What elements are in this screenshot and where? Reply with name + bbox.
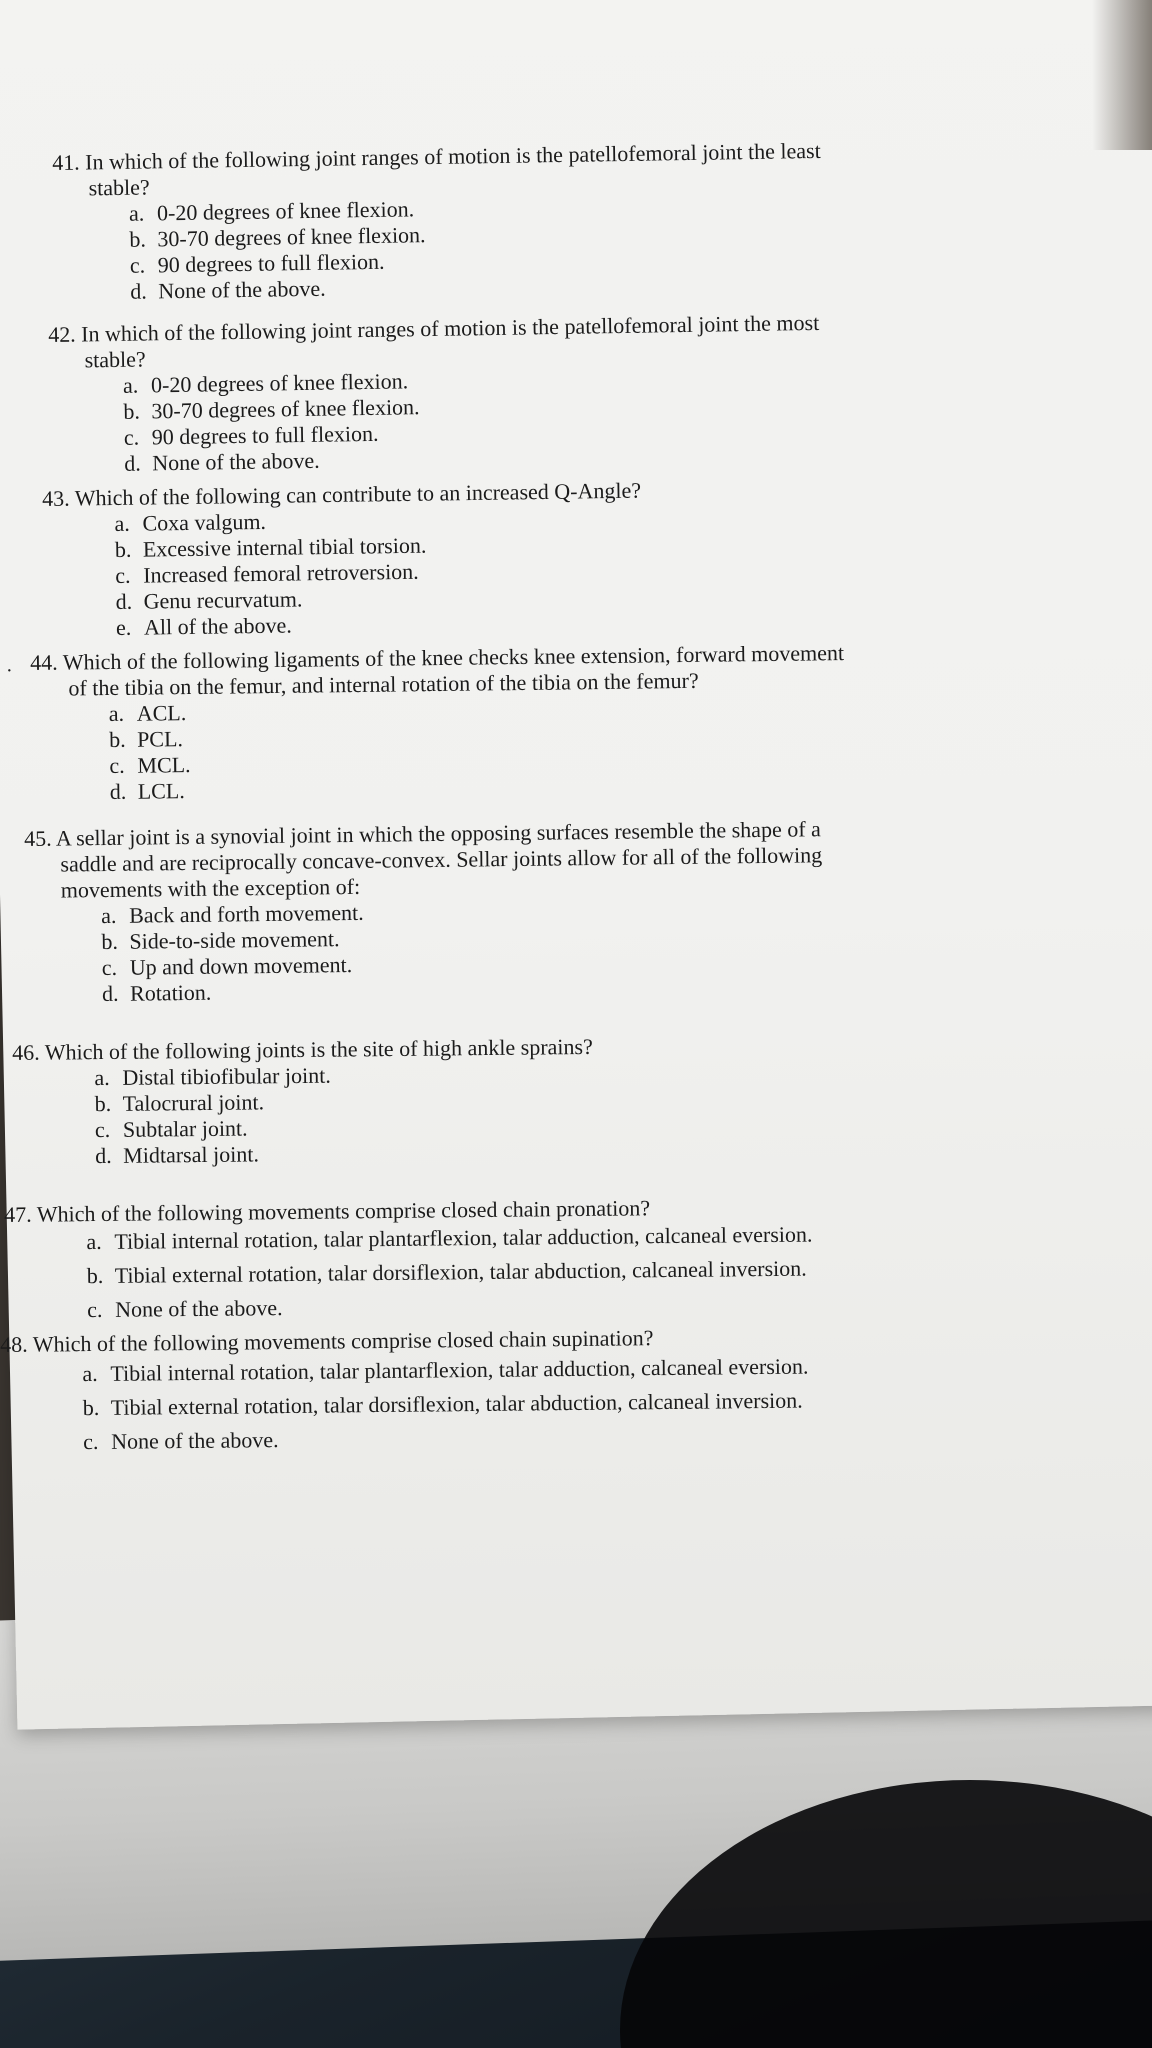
option-a: a. Distal tibiofibular joint. (94, 1062, 331, 1091)
question-48 (0, 1324, 809, 1456)
option-d: d. Midtarsal joint. (95, 1141, 259, 1169)
option-b: b. PCL. (108, 726, 184, 753)
option-c: c. MCL. (109, 752, 191, 779)
option-a: a. Coxa valgum. (114, 508, 267, 536)
question-46 (12, 1034, 594, 1170)
option-c: c. Subtalar joint. (94, 1115, 248, 1143)
question-text-cont: saddle and are reciprocally concave-convex. Sellar joints allow for all of the following (60, 842, 823, 877)
question-text: Which of the following joints is the site of high ankle sprains? (44, 1033, 593, 1065)
option-a: a. Tibial internal rotation, talar plantarflexion, talar adduction, calcaneal eversion. (86, 1221, 813, 1255)
question-number: 43. (42, 485, 70, 511)
question-number: 44. (30, 649, 58, 675)
option-a: a. Back and forth movement. (100, 899, 364, 929)
question-text-cont: of the tibia on the femur, and internal rotation of the tibia on the femur? (68, 667, 699, 701)
option-d: d. None of the above. (124, 447, 320, 476)
options-list (53, 190, 823, 306)
question-text: Which of the following movements comprise closed chain supination? (32, 1325, 654, 1357)
option-d: d. Genu recurvatum. (115, 586, 303, 614)
options-list (4, 1222, 813, 1324)
question-number: 45. (24, 825, 52, 851)
option-d: d. Rotation. (101, 979, 212, 1007)
option-c: c. None of the above. (87, 1295, 283, 1323)
option-b: b. 30-70 degrees of knee flexion. (129, 222, 426, 252)
question-text: In which of the following joint ranges of motion is the patellofemoral joint the least (84, 137, 821, 175)
options-list (12, 1060, 594, 1170)
option-d: d. LCL. (109, 778, 185, 805)
option-b: b. Excessive internal tibial torsion. (114, 532, 427, 562)
question-text: Which of the following ligaments of the knee checks knee extension, forward movement (62, 640, 845, 675)
question-42 (48, 310, 821, 478)
question-45 (24, 816, 824, 1008)
option-b: b. Side-to-side movement. (101, 926, 340, 955)
option-a: a. ACL. (108, 700, 187, 727)
option-a: a. 0-20 degrees of knee flexion. (122, 368, 409, 398)
question-number: 46. (12, 1039, 40, 1065)
option-e: e. All of the above. (115, 612, 292, 640)
options-list (49, 362, 822, 478)
question-number: 41. (52, 149, 80, 175)
question-44 (30, 640, 846, 806)
question-text: Which of the following movements comprise closed chain pronation? (36, 1195, 651, 1227)
question-number: 48. (0, 1331, 28, 1357)
stray-mark: · (6, 660, 13, 682)
option-d: d. None of the above. (130, 275, 326, 304)
option-a: a. 0-20 degrees of knee flexion. (128, 196, 415, 226)
option-b: b. Talocrural joint. (94, 1089, 265, 1117)
option-b: b. Tibial external rotation, talar dorsiflexion, talar abduction, calcaneal inversion. (86, 1255, 807, 1289)
option-b: b. Tibial external rotation, talar dorsiflexion, talar abduction, calcaneal inversion. (82, 1387, 803, 1421)
option-c: c. None of the above. (83, 1427, 279, 1455)
options-list (0, 1354, 809, 1456)
question-text: Which of the following can contribute to an increased Q-Angle? (74, 477, 642, 511)
option-b: b. 30-70 degrees of knee flexion. (123, 394, 420, 424)
question-text-cont: stable? (88, 174, 150, 201)
question-text: In which of the following joint ranges of motion is the patellofemoral joint the most (80, 309, 820, 347)
question-text-cont: stable? (84, 346, 146, 373)
question-43 (42, 478, 643, 642)
options-list (31, 692, 846, 806)
option-c: c. Increased femoral retroversion. (115, 558, 419, 588)
option-c: c. Up and down movement. (101, 952, 353, 981)
option-c: c. 90 degrees to full flexion. (129, 248, 385, 278)
option-a: a. Tibial internal rotation, talar plantarflexion, talar adduction, calcaneal eversion. (82, 1353, 809, 1387)
question-text: A sellar joint is a synovial joint in which the opposing surfaces resemble the shape of a (55, 816, 821, 851)
options-list (42, 504, 643, 642)
question-number: 47. (4, 1201, 32, 1227)
question-41 (52, 138, 823, 306)
question-text-cont-2: movements with the exception of: (60, 873, 361, 903)
question-number: 42. (48, 321, 76, 347)
option-c: c. 90 degrees to full flexion. (123, 420, 379, 450)
options-list (25, 894, 824, 1008)
question-47 (4, 1194, 813, 1324)
